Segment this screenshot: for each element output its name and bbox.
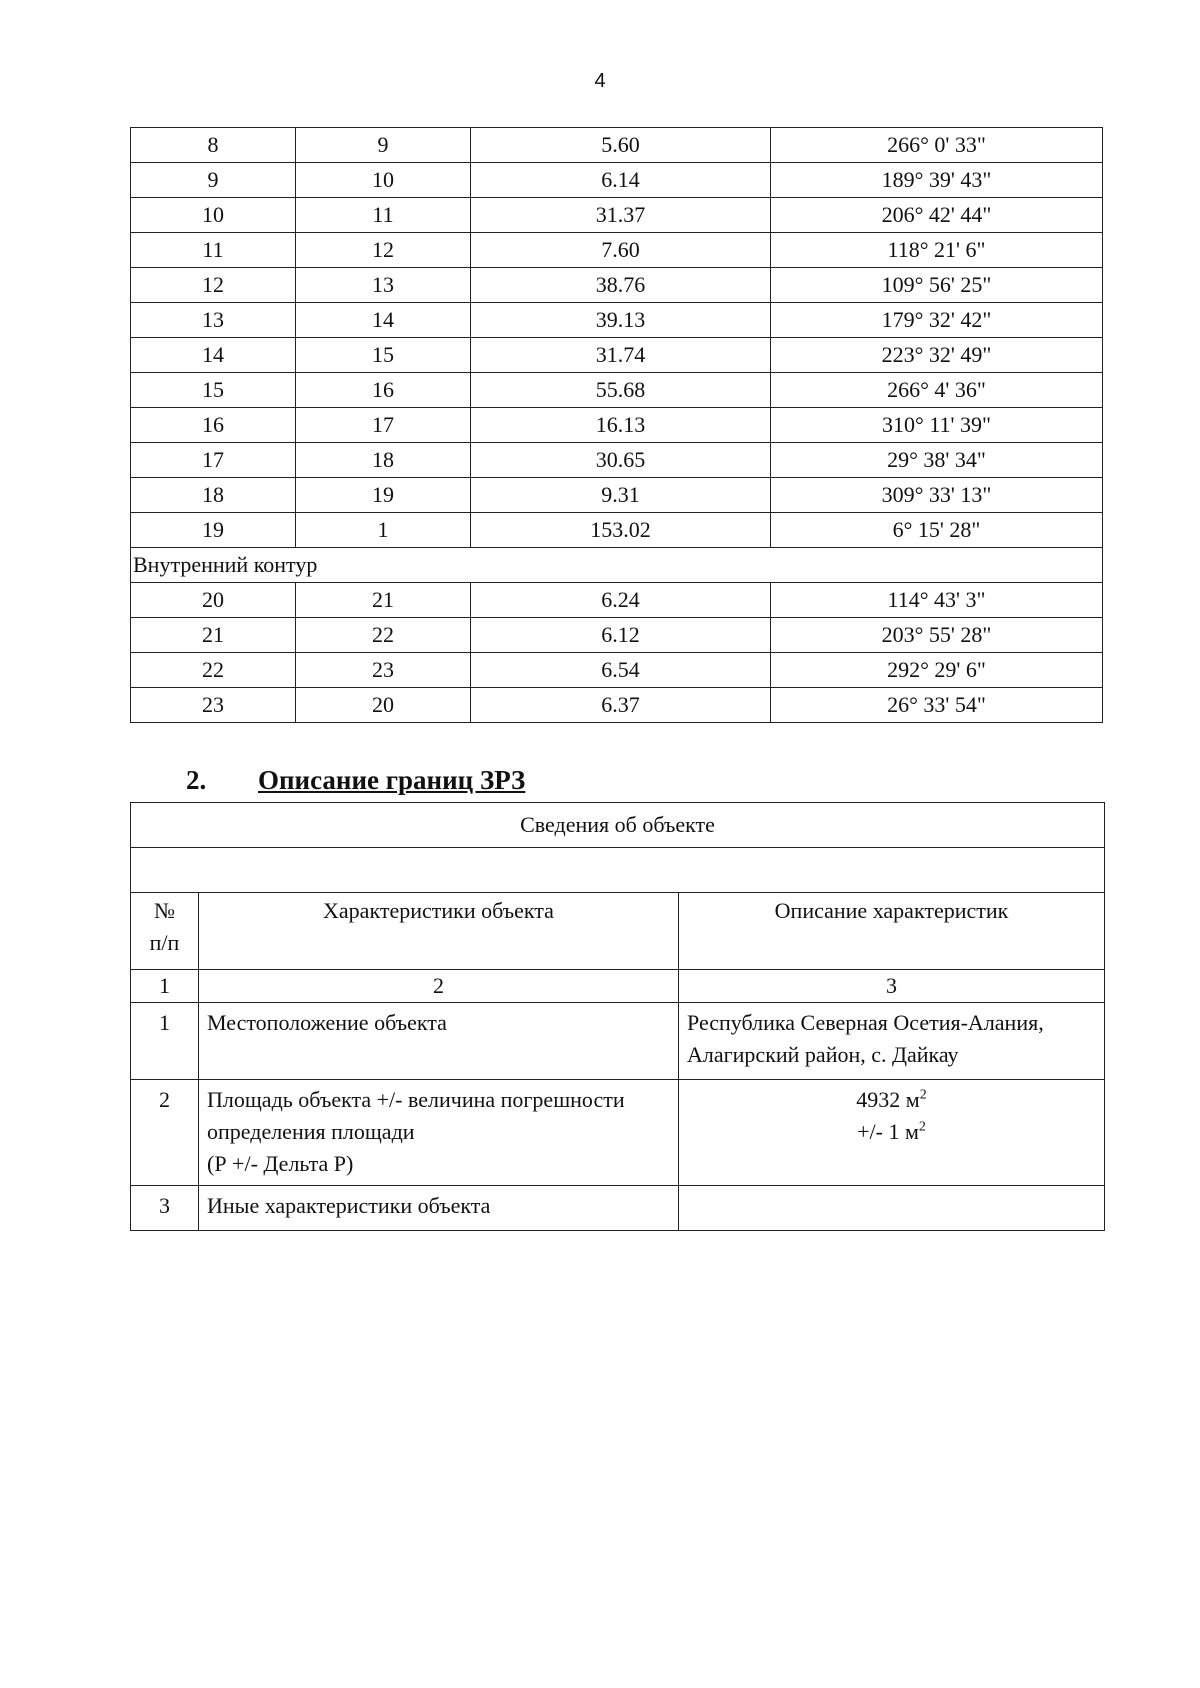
bearing-cell: 29° 38' 34" bbox=[771, 443, 1103, 478]
point-to-cell: 16 bbox=[296, 373, 471, 408]
table-row bbox=[131, 513, 1103, 548]
table-caption: Сведения об объекте bbox=[131, 803, 1105, 848]
table-row bbox=[131, 478, 1103, 513]
page-number: 4 bbox=[594, 70, 606, 92]
distance-cell: 6.14 bbox=[471, 163, 771, 198]
table-row bbox=[131, 618, 1103, 653]
coordinates-table bbox=[130, 127, 1103, 723]
distance-cell: 6.12 bbox=[471, 618, 771, 653]
table-row bbox=[131, 268, 1103, 303]
header-num bbox=[131, 893, 199, 970]
point-to-cell: 17 bbox=[296, 408, 471, 443]
point-from-cell: 23 bbox=[131, 688, 296, 723]
point-to-cell: 15 bbox=[296, 338, 471, 373]
bearing-cell: 206° 42' 44" bbox=[771, 198, 1103, 233]
header-num-line2: п/п bbox=[149, 930, 180, 955]
index-cell-2: 2 bbox=[199, 970, 679, 1003]
bearing-cell: 114° 43' 3" bbox=[771, 583, 1103, 618]
table-row bbox=[131, 233, 1103, 268]
point-from-cell: 15 bbox=[131, 373, 296, 408]
row-name: Иные характеристики объекта bbox=[199, 1186, 679, 1231]
empty-row bbox=[131, 848, 1105, 893]
bearing-cell: 26° 33' 54" bbox=[771, 688, 1103, 723]
point-from-cell: 22 bbox=[131, 653, 296, 688]
table-row bbox=[131, 163, 1103, 198]
distance-cell: 6.24 bbox=[471, 583, 771, 618]
section-number: 2. bbox=[186, 765, 207, 795]
point-from-cell: 20 bbox=[131, 583, 296, 618]
table-row bbox=[131, 653, 1103, 688]
point-from-cell: 13 bbox=[131, 303, 296, 338]
section-title: Описание границ ЗРЗ bbox=[258, 765, 526, 795]
bearing-cell: 203° 55' 28" bbox=[771, 618, 1103, 653]
section-heading bbox=[186, 765, 525, 796]
inner-contour-label: Внутренний контур bbox=[131, 548, 1103, 583]
bearing-cell: 179° 32' 42" bbox=[771, 303, 1103, 338]
location-line2: Алагирский район, с. Дайкау bbox=[687, 1042, 959, 1067]
point-to-cell: 23 bbox=[296, 653, 471, 688]
point-to-cell: 12 bbox=[296, 233, 471, 268]
row-name bbox=[199, 1080, 679, 1186]
bearing-cell: 309° 33' 13" bbox=[771, 478, 1103, 513]
bearing-cell: 118° 21' 6" bbox=[771, 233, 1103, 268]
header-characteristics: Характеристики объекта bbox=[199, 893, 679, 970]
point-from-cell: 18 bbox=[131, 478, 296, 513]
distance-cell: 16.13 bbox=[471, 408, 771, 443]
distance-cell: 5.60 bbox=[471, 128, 771, 163]
area-tolerance: +/- 1 $м^2$ bbox=[857, 1119, 926, 1144]
area-name-line3: (Р +/- Дельта Р) bbox=[207, 1151, 354, 1176]
point-from-cell: 17 bbox=[131, 443, 296, 478]
bearing-cell: 310° 11' 39" bbox=[771, 408, 1103, 443]
table-row bbox=[131, 408, 1103, 443]
point-from-cell: 16 bbox=[131, 408, 296, 443]
table-row bbox=[131, 198, 1103, 233]
row-num: 1 bbox=[131, 1003, 199, 1080]
table-row bbox=[131, 443, 1103, 478]
row-num: 3 bbox=[131, 1186, 199, 1231]
distance-cell: 38.76 bbox=[471, 268, 771, 303]
point-from-cell: 12 bbox=[131, 268, 296, 303]
table-row bbox=[131, 373, 1103, 408]
table-row bbox=[131, 303, 1103, 338]
point-from-cell: 14 bbox=[131, 338, 296, 373]
point-from-cell: 11 bbox=[131, 233, 296, 268]
table-row bbox=[131, 128, 1103, 163]
row-num: 2 bbox=[131, 1080, 199, 1186]
point-from-cell: 8 bbox=[131, 128, 296, 163]
distance-cell: 6.37 bbox=[471, 688, 771, 723]
distance-cell: 6.54 bbox=[471, 653, 771, 688]
distance-cell: 31.74 bbox=[471, 338, 771, 373]
distance-cell: 39.13 bbox=[471, 303, 771, 338]
header-description: Описание характеристик bbox=[679, 893, 1105, 970]
index-cell-1: 1 bbox=[131, 970, 199, 1003]
index-cell-3: 3 bbox=[679, 970, 1105, 1003]
point-from-cell: 10 bbox=[131, 198, 296, 233]
point-to-cell: 18 bbox=[296, 443, 471, 478]
table-row bbox=[131, 688, 1103, 723]
bearing-cell: 109° 56' 25" bbox=[771, 268, 1103, 303]
distance-cell: 30.65 bbox=[471, 443, 771, 478]
point-to-cell: 1 bbox=[296, 513, 471, 548]
area-value: 4932 $м^2$ bbox=[856, 1087, 927, 1112]
point-from-cell: 9 bbox=[131, 163, 296, 198]
point-to-cell: 10 bbox=[296, 163, 471, 198]
bearing-cell: 266° 0' 33" bbox=[771, 128, 1103, 163]
bearing-cell: 266° 4' 36" bbox=[771, 373, 1103, 408]
area-name-line2: определения площади bbox=[207, 1119, 415, 1144]
section-label-row bbox=[131, 548, 1103, 583]
row-value bbox=[679, 1080, 1105, 1186]
point-to-cell: 20 bbox=[296, 688, 471, 723]
bearing-cell: 189° 39' 43" bbox=[771, 163, 1103, 198]
bearing-cell: 6° 15' 28" bbox=[771, 513, 1103, 548]
point-to-cell: 22 bbox=[296, 618, 471, 653]
distance-cell: 153.02 bbox=[471, 513, 771, 548]
header-num-line1: № bbox=[154, 898, 175, 923]
distance-cell: 7.60 bbox=[471, 233, 771, 268]
point-from-cell: 19 bbox=[131, 513, 296, 548]
point-to-cell: 19 bbox=[296, 478, 471, 513]
bearing-cell: 292° 29' 6" bbox=[771, 653, 1103, 688]
object-info-table bbox=[130, 802, 1105, 1231]
distance-cell: 9.31 bbox=[471, 478, 771, 513]
point-to-cell: 21 bbox=[296, 583, 471, 618]
location-line1: Республика Северная Осетия-Алания, bbox=[687, 1010, 1044, 1035]
distance-cell: 55.68 bbox=[471, 373, 771, 408]
point-from-cell: 21 bbox=[131, 618, 296, 653]
area-name-line1: Площадь объекта +/- величина погрешности bbox=[207, 1087, 625, 1112]
bearing-cell: 223° 32' 49" bbox=[771, 338, 1103, 373]
row-name: Местоположение объекта bbox=[199, 1003, 679, 1080]
point-to-cell: 9 bbox=[296, 128, 471, 163]
point-to-cell: 13 bbox=[296, 268, 471, 303]
row-value bbox=[679, 1003, 1105, 1080]
point-to-cell: 14 bbox=[296, 303, 471, 338]
distance-cell: 31.37 bbox=[471, 198, 771, 233]
table-row bbox=[131, 338, 1103, 373]
row-value bbox=[679, 1186, 1105, 1231]
table-row bbox=[131, 583, 1103, 618]
point-to-cell: 11 bbox=[296, 198, 471, 233]
